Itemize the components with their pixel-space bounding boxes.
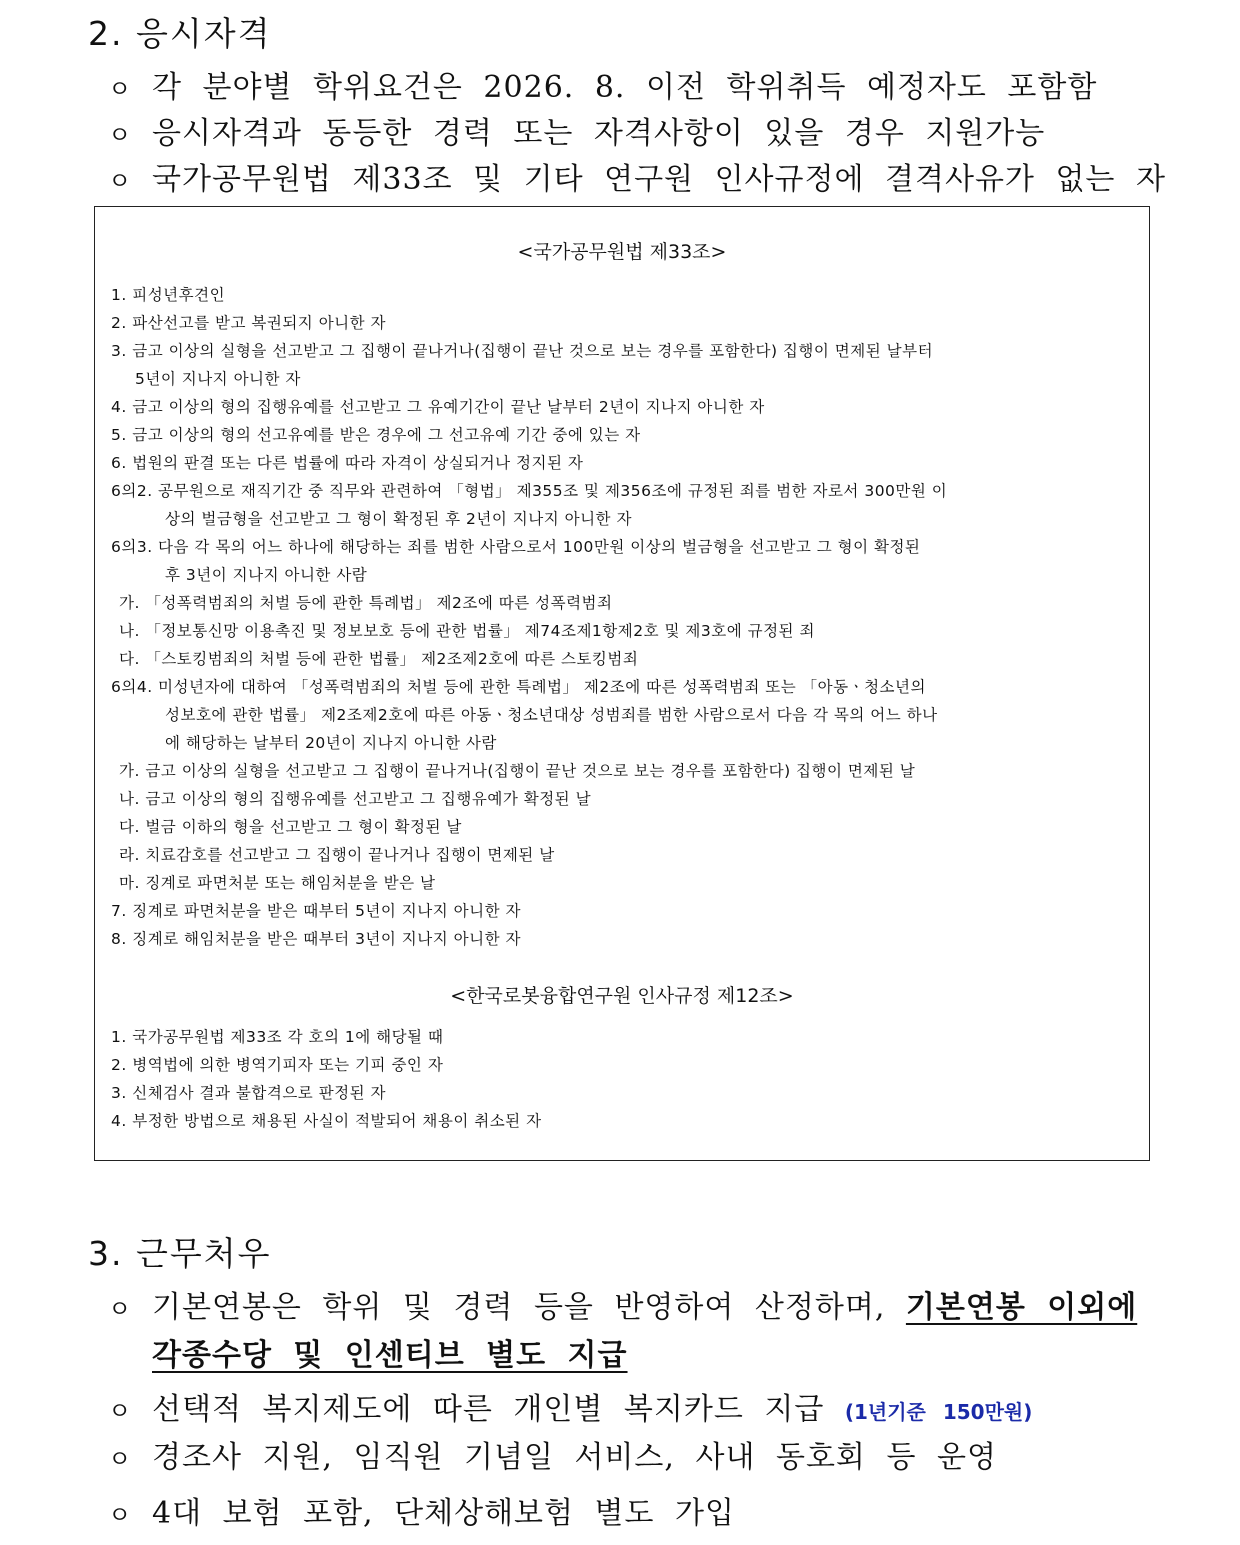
benefits-emphasis-1: 기본연봉 이외에 xyxy=(905,1290,1138,1325)
eligibility-text-3: 국가공무원법 제33조 및 기타 연구원 인사규정에 결격사유가 없는 자 xyxy=(152,162,1166,197)
law-line: 7. 징계로 파면처분을 받은 때부터 5년이 지나지 아니한 자 xyxy=(111,902,521,920)
bullet-mark: ㅇ xyxy=(108,1295,133,1323)
law-heading-civil-service: <국가공무원법 제33조> xyxy=(517,241,727,263)
law-line: 가. 금고 이상의 실형을 선고받고 그 집행이 끝나거나(집행이 끝난 것으로 보는 경우를 포함한다) 집행이 면제된 날 xyxy=(119,762,916,780)
bullet-mark: ㅇ xyxy=(108,75,133,103)
law-line: 마. 징계로 파면처분 또는 해임처분을 받은 날 xyxy=(119,874,436,892)
law-line: 6의4. 미성년자에 대하여 「성폭력범죄의 처벌 등에 관한 특례법」 제2조에 따른 성폭력범죄 또는 「아동ㆍ청소년의 xyxy=(111,678,926,696)
eligibility-bullet-2 xyxy=(108,108,1045,152)
law-line: 에 해당하는 날부터 20년이 지나지 아니한 사람 xyxy=(165,734,497,752)
law-line: 6의3. 다음 각 목의 어느 하나에 해당하는 죄를 범한 사람으로서 100만원 이상의 벌금형을 선고받고 그 형이 확정된 xyxy=(111,538,921,556)
benefits-text-4: 4대 보험 포함, 단체상해보험 별도 가입 xyxy=(152,1496,736,1531)
eligibility-text-1: 각 분야별 학위요건은 2026. 8. 이전 학위취득 예정자도 포함함 xyxy=(152,70,1098,105)
benefits-text-1: 기본연봉은 학위 및 경력 등을 반영하여 산정하며, xyxy=(152,1290,886,1325)
bullet-mark: ㅇ xyxy=(108,1397,133,1425)
bullet-mark: ㅇ xyxy=(108,1445,133,1473)
section-2-title: 2. 응시자격 xyxy=(88,14,272,53)
bullet-mark: ㅇ xyxy=(108,121,133,149)
law-line: 성보호에 관한 법률」 제2조제2호에 따른 아동ㆍ청소년대상 성범죄를 범한 사람으로서 다음 각 목의 어느 하나 xyxy=(165,706,938,724)
law-line: 2. 파산선고를 받고 복권되지 아니한 자 xyxy=(111,314,387,332)
eligibility-bullet-1 xyxy=(108,62,1097,106)
benefits-bullet-4 xyxy=(108,1488,735,1532)
law-line: 5년이 지나지 아니한 자 xyxy=(135,370,301,388)
eligibility-bullet-3 xyxy=(108,154,1166,198)
law-line: 라. 치료감호를 선고받고 그 집행이 끝나거나 집행이 면제된 날 xyxy=(119,846,555,864)
law-line: 3. 신체검사 결과 불합격으로 판정된 자 xyxy=(111,1084,387,1102)
disqualification-box xyxy=(94,206,1150,1161)
law-line: 다. 벌금 이하의 형을 선고받고 그 형이 확정된 날 xyxy=(119,818,462,836)
bullet-mark: ㅇ xyxy=(108,167,133,195)
law-line: 나. 「정보통신망 이용촉진 및 정보보호 등에 관한 법률」 제74조제1항제2호 및 제3호에 규정된 죄 xyxy=(119,622,815,640)
law-line: 5. 금고 이상의 형의 선고유예를 받은 경우에 그 선고유예 기간 중에 있는 자 xyxy=(111,426,641,444)
law-heading-hr-rules: <한국로봇융합연구원 인사규정 제12조> xyxy=(450,985,794,1007)
law-line: 나. 금고 이상의 형의 집행유예를 선고받고 그 집행유예가 확정된 날 xyxy=(119,790,592,808)
eligibility-text-2: 응시자격과 동등한 경력 또는 자격사항이 있을 경우 지원가능 xyxy=(152,116,1046,151)
law-line: 4. 부정한 방법으로 채용된 사실이 적발되어 채용이 취소된 자 xyxy=(111,1112,542,1130)
benefits-emphasis-2: 각종수당 및 인센티브 별도 지급 xyxy=(152,1338,628,1373)
benefits-bullet-1 xyxy=(108,1282,1137,1326)
law-line: 상의 벌금형을 선고받고 그 형이 확정된 후 2년이 지나지 아니한 자 xyxy=(165,510,632,528)
section-3-title: 3. 근무처우 xyxy=(88,1234,272,1273)
benefits-bullet-1-continued xyxy=(152,1330,628,1374)
law-line: 6의2. 공무원으로 재직기간 중 직무와 관련하여 「형법」 제355조 및 제356조에 규정된 죄를 범한 자로서 300만원 이 xyxy=(111,482,948,500)
law-line: 1. 피성년후견인 xyxy=(111,286,226,304)
law-line: 후 3년이 지나지 아니한 사람 xyxy=(165,566,368,584)
law-line: 8. 징계로 해임처분을 받은 때부터 3년이 지나지 아니한 자 xyxy=(111,930,521,948)
benefits-bullet-2 xyxy=(108,1384,1032,1428)
law-line: 가. 「성폭력범죄의 처벌 등에 관한 특례법」 제2조에 따른 성폭력범죄 xyxy=(119,594,613,612)
benefits-text-2: 선택적 복지제도에 따른 개인별 복지카드 지급 xyxy=(152,1392,825,1427)
law-line: 1. 국가공무원법 제33조 각 호의 1에 해당될 때 xyxy=(111,1028,444,1046)
bullet-mark: ㅇ xyxy=(108,1501,133,1529)
law-line: 다. 「스토킹범죄의 처벌 등에 관한 법률」 제2조제2호에 따른 스토킹범죄 xyxy=(119,650,639,668)
benefits-text-3: 경조사 지원, 임직원 기념일 서비스, 사내 동호회 등 운영 xyxy=(152,1440,997,1475)
law-line: 4. 금고 이상의 형의 집행유예를 선고받고 그 유예기간이 끝난 날부터 2년이 지나지 아니한 자 xyxy=(111,398,765,416)
benefits-bullet-3 xyxy=(108,1432,997,1476)
law-line: 6. 법원의 판결 또는 다른 법률에 따라 자격이 상실되거나 정지된 자 xyxy=(111,454,584,472)
law-line: 2. 병역법에 의한 병역기피자 또는 기피 중인 자 xyxy=(111,1056,444,1074)
welfare-card-amount-note: (1년기준 150만원) xyxy=(844,1400,1033,1424)
law-line: 3. 금고 이상의 실형을 선고받고 그 집행이 끝나거나(집행이 끝난 것으로 보는 경우를 포함한다) 집행이 면제된 날부터 xyxy=(111,342,934,360)
